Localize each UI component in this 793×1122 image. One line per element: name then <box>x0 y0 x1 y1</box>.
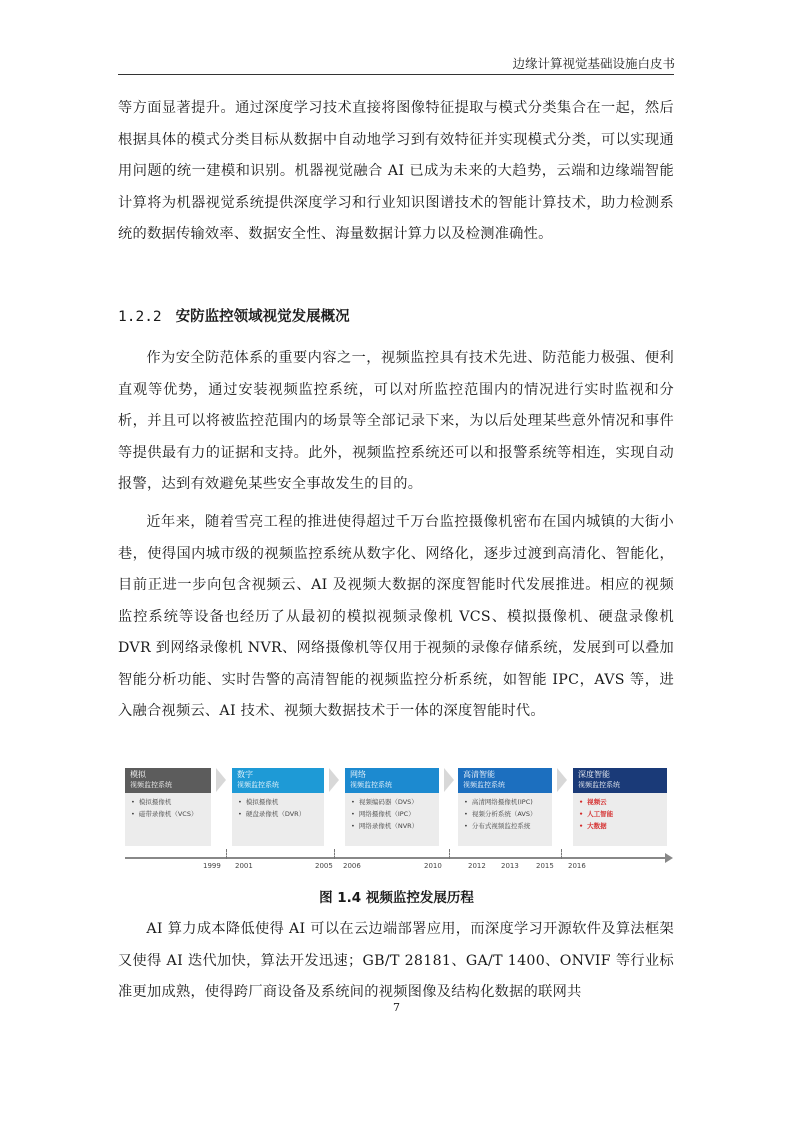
paragraph-3: 近年来，随着雪亮工程的推进使得超过千万台监控摄像机密布在国内城镇的大街小巷，使得国内城市级的视频监控系统从数字化、网络化，逐步过渡到高清化、智能化，目前正进一步向包含视频云、AI 及视频大数据的深度智能时代发展推进。相应的视频监控系统等设备也经历了从最初的模拟视频录像机 VCS、模拟摄像机、硬盘录像机 DVR 到网络录像机 NVR、网络摄像机等仅用于视频的录像存储系统，发展到可以叠加智能分析功能、实时告警的高清智能的视频监控分析系统，如智能 IPC，AVS 等，进入融合视频云、AI 技术、视频大数据技术于一体的深度智能时代。 <box>118 514 674 719</box>
stage-head <box>458 768 552 793</box>
stage-item: • 硬盘录像机（DVR） <box>238 809 318 818</box>
stage-digital <box>232 768 324 846</box>
arrow-icon <box>216 768 226 792</box>
stage-title: 模拟 <box>130 770 146 779</box>
stage-item: • 模拟摄像机 <box>131 797 205 806</box>
stage-title: 数字 <box>237 770 253 779</box>
arrow-icon <box>444 768 454 792</box>
stage-item: • 模拟摄像机 <box>238 797 318 806</box>
year-label: 2001 <box>235 862 253 870</box>
stage-item: • 视频分析系统（AVS） <box>464 809 546 818</box>
section-number: 1.2.2 <box>118 309 162 325</box>
year-label: 2015 <box>536 862 554 870</box>
section-title: 安防监控领域视觉发展概况 <box>175 309 350 325</box>
arrow-icon <box>329 768 339 792</box>
stage-body <box>125 793 211 846</box>
stage-hd-smart <box>458 768 552 846</box>
stage-network <box>345 768 439 846</box>
stage-head <box>573 768 667 793</box>
stage-title: 网络 <box>350 770 366 779</box>
paragraph-2: 作为安全防范体系的重要内容之一，视频监控具有技术先进、防范能力极强、便利直观等优势，通过安装视频监控系统，可以对所监控范围内的情况进行实时监视和分析，并且可以将被监控范围内的场景等全部记录下来，为以后处理某些意外情况和事件等提供最有力的证据和支持。此外，视频监控系统还可以和报警系统等相连，实现自动报警，达到有效避免某些安全事故发生的目的。 <box>118 350 674 492</box>
timeline-divider <box>334 849 335 859</box>
year-label: 2012 <box>468 862 486 870</box>
stage-body <box>573 793 667 846</box>
stage-subtitle: 视频监控系统 <box>463 781 505 789</box>
timeline-divider <box>226 849 227 859</box>
stage-deep-smart <box>573 768 667 846</box>
stage-item: • 视频编码器（DVS） <box>351 797 433 806</box>
stage-body <box>232 793 324 846</box>
stage-subtitle: 视频监控系统 <box>578 781 620 789</box>
year-label: 2013 <box>501 862 519 870</box>
stage-analog <box>125 768 211 846</box>
year-label: 1999 <box>203 862 221 870</box>
arrow-icon <box>557 768 567 792</box>
year-label: 2010 <box>424 862 442 870</box>
stage-head <box>232 768 324 793</box>
paragraph-1: 等方面显著提升。通过深度学习技术直接将图像特征提取与模式分类集合在一起，然后根据具体的模式分类目标从数据中自动地学习到有效特征并实现模式分类，可以实现通用问题的统一建模和识别。机器视觉融合 AI 已成为未来的大趋势，云端和边缘端智能计算将为机器视觉系统提供深度学习和行业知识图谱技术的智能计算技术，助力检测系统的数据传输效率、数据安全性、海量数据计算力以及检测准确性。 <box>118 100 674 242</box>
paragraph-4: AI 算力成本降低使得 AI 可以在云边端部署应用，而深度学习开源软件及算法框架又使得 AI 迭代加快，算法开发迅速；GB/T 28181、GA/T 1400、ONVIF 等行业标准更加成熟，使得跨厂商设备及系统间的视频图像及结构化数据的联网共 <box>118 921 674 1000</box>
stage-item: • 高清网络摄像机(IPC) <box>464 797 546 806</box>
timeline-divider <box>561 849 562 859</box>
timeline-divider <box>449 849 450 859</box>
stage-item: • 网络摄像机（IPC） <box>351 809 433 818</box>
stage-item: • 磁带录像机（VCS） <box>131 809 205 818</box>
stage-item: • 人工智能 <box>579 809 661 818</box>
stage-item: • 视频云 <box>579 797 661 806</box>
stage-subtitle: 视频监控系统 <box>237 781 279 789</box>
stage-item: • 网络录像机（NVR） <box>351 821 433 830</box>
figure-caption: 图 1.4 视频监控发展历程 <box>319 890 474 906</box>
page-number: 7 <box>393 1001 400 1014</box>
stage-head <box>125 768 211 793</box>
stage-head <box>345 768 439 793</box>
stage-title: 深度智能 <box>578 770 610 779</box>
figure-surveillance-timeline <box>125 763 669 871</box>
header-rule <box>118 74 674 75</box>
stage-item: • 分布式视频监控系统 <box>464 821 546 830</box>
page-header-title: 边缘计算视觉基础设施白皮书 <box>512 56 675 71</box>
section-heading <box>118 305 350 326</box>
stage-body <box>345 793 439 846</box>
stage-subtitle: 视频监控系统 <box>130 781 172 789</box>
stage-subtitle: 视频监控系统 <box>350 781 392 789</box>
stage-title: 高清智能 <box>463 770 495 779</box>
year-label: 2016 <box>568 862 586 870</box>
stage-body <box>458 793 552 846</box>
year-label: 2005 <box>315 862 333 870</box>
year-label: 2006 <box>343 862 361 870</box>
timeline-axis <box>125 857 665 859</box>
stage-item: • 大数据 <box>579 821 661 830</box>
